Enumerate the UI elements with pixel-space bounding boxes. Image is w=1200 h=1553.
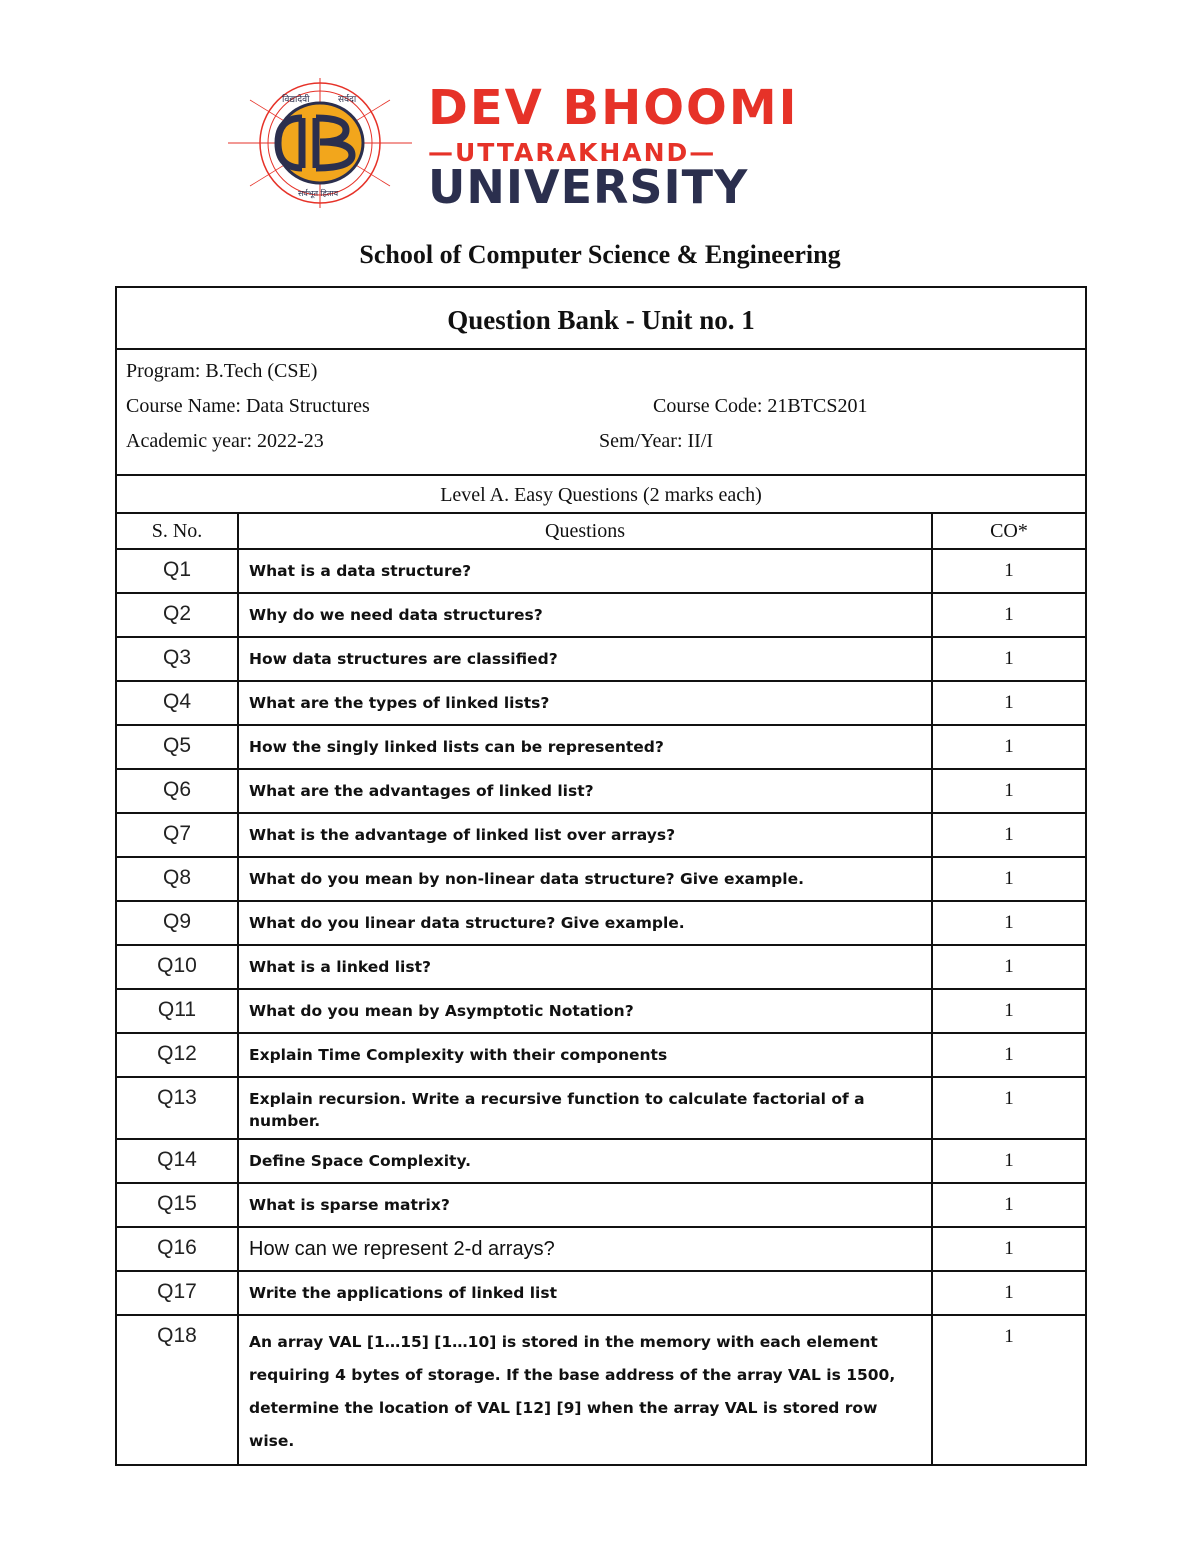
academic-year-label: Academic year: 2022-23 [126, 430, 324, 452]
table-row [117, 593, 1085, 637]
question-text: What do you linear data structure? Give example. [238, 901, 932, 945]
question-number: Q7 [117, 813, 238, 857]
table-row [117, 681, 1085, 725]
university-seal-icon [220, 78, 420, 208]
question-text: Why do we need data structures? [238, 593, 932, 637]
course-outcome: 1 [932, 593, 1085, 637]
question-number: Q17 [117, 1271, 238, 1315]
table-row [117, 549, 1085, 593]
table-row [117, 901, 1085, 945]
question-text: What are the types of linked lists? [238, 681, 932, 725]
seal-text-top-right: सर्वदा [338, 95, 357, 105]
table-row [117, 1077, 1085, 1139]
table-row [117, 989, 1085, 1033]
course-name-label: Course Name: Data Structures [126, 395, 370, 417]
question-text: What is a data structure? [238, 549, 932, 593]
table-row [117, 637, 1085, 681]
course-outcome: 1 [932, 1183, 1085, 1227]
question-number: Q9 [117, 901, 238, 945]
question-number: Q12 [117, 1033, 238, 1077]
question-number: Q6 [117, 769, 238, 813]
question-text: Write the applications of linked list [238, 1271, 932, 1315]
level-heading: Level A. Easy Questions (2 marks each) [117, 476, 1085, 514]
seal-text-top-left: विद्यादेवी [282, 95, 310, 105]
course-outcome: 1 [932, 1227, 1085, 1271]
question-number: Q16 [117, 1227, 238, 1271]
course-outcome: 1 [932, 725, 1085, 769]
seal-text-bottom: सर्वभूत हिताय [298, 189, 339, 198]
question-number: Q15 [117, 1183, 238, 1227]
question-number: Q4 [117, 681, 238, 725]
question-text: Define Space Complexity. [238, 1139, 932, 1183]
question-number: Q13 [117, 1077, 238, 1139]
question-number: Q1 [117, 549, 238, 593]
course-outcome: 1 [932, 1139, 1085, 1183]
university-logo [220, 78, 920, 214]
question-text: What is a linked list? [238, 945, 932, 989]
table-row [117, 769, 1085, 813]
program-label: Program: B.Tech (CSE) [126, 360, 318, 382]
question-text: What is sparse matrix? [238, 1183, 932, 1227]
course-outcome: 1 [932, 549, 1085, 593]
table-row [117, 1271, 1085, 1315]
question-number: Q11 [117, 989, 238, 1033]
brand-line-university: UNIVERSITY [428, 160, 749, 214]
course-outcome: 1 [932, 1315, 1085, 1464]
table-header-row [117, 514, 1085, 549]
question-text: How can we represent 2-d arrays? [238, 1227, 932, 1271]
question-text: What do you mean by Asymptotic Notation? [238, 989, 932, 1033]
header-sno: S. No. [117, 514, 238, 549]
question-text: Explain recursion. Write a recursive function to calculate factorial of a number. [238, 1077, 932, 1139]
course-outcome: 1 [932, 637, 1085, 681]
question-number: Q2 [117, 593, 238, 637]
question-text: What do you mean by non-linear data structure? Give example. [238, 857, 932, 901]
course-outcome: 1 [932, 989, 1085, 1033]
school-name: School of Computer Science & Engineering [359, 240, 841, 269]
course-outcome: 1 [932, 1033, 1085, 1077]
course-info [117, 350, 1085, 476]
question-text: What are the advantages of linked list? [238, 769, 932, 813]
question-number: Q10 [117, 945, 238, 989]
questions-table [117, 514, 1085, 1464]
header-co: CO* [932, 514, 1085, 549]
question-text: How the singly linked lists can be represented? [238, 725, 932, 769]
course-outcome: 1 [932, 1271, 1085, 1315]
table-row [117, 1033, 1085, 1077]
question-number: Q8 [117, 857, 238, 901]
table-row [117, 857, 1085, 901]
sem-year-label: Sem/Year: II/I [599, 430, 714, 452]
question-text: What is the advantage of linked list over arrays? [238, 813, 932, 857]
course-code-label: Course Code: 21BTCS201 [653, 395, 868, 417]
course-outcome: 1 [932, 1077, 1085, 1139]
question-number: Q3 [117, 637, 238, 681]
question-number: Q5 [117, 725, 238, 769]
table-row [117, 1139, 1085, 1183]
university-name [428, 78, 928, 214]
course-outcome: 1 [932, 857, 1085, 901]
question-bank-title: Question Bank - Unit no. 1 [117, 288, 1085, 350]
course-outcome: 1 [932, 813, 1085, 857]
question-number: Q18 [117, 1315, 238, 1464]
course-outcome: 1 [932, 681, 1085, 725]
question-number: Q14 [117, 1139, 238, 1183]
course-outcome: 1 [932, 901, 1085, 945]
table-row [117, 1183, 1085, 1227]
course-outcome: 1 [932, 945, 1085, 989]
table-row [117, 725, 1085, 769]
table-row [117, 1227, 1085, 1271]
question-bank-table [115, 286, 1087, 1466]
table-row [117, 1315, 1085, 1464]
table-row [117, 945, 1085, 989]
course-outcome: 1 [932, 769, 1085, 813]
table-row [117, 813, 1085, 857]
brand-line-uttarakhand: —UTTARAKHAND— [428, 138, 717, 167]
question-text: An array VAL [1…15] [1…10] is stored in the memory with each element requiring 4 bytes of storage. If the base address of the array VAL is 1500, determine the location of VAL [12] [9] when the array VAL is stored row wise. [238, 1315, 932, 1464]
brand-line-dev-bhoomi: DEV BHOOMI [428, 80, 799, 136]
header-questions: Questions [238, 514, 932, 549]
question-text: How data structures are classified? [238, 637, 932, 681]
question-text: Explain Time Complexity with their components [238, 1033, 932, 1077]
